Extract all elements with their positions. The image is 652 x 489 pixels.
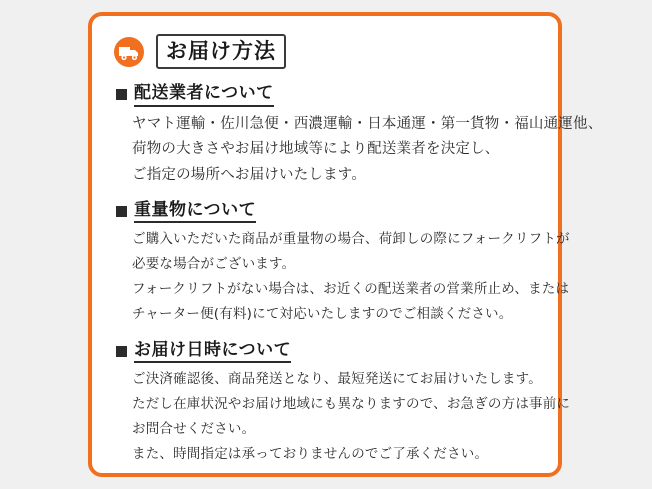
- bullet-square-icon: [116, 206, 127, 217]
- section-body: [132, 369, 571, 465]
- body-line: お問合せください。: [132, 420, 256, 437]
- section-heading-text: 配送業者について: [134, 83, 274, 106]
- delivery-truck-icon: [112, 37, 146, 67]
- section-heading-text: お届け日時について: [134, 340, 291, 363]
- card-title-row: [112, 34, 540, 69]
- body-line: ヤマト運輸・佐川急便・西濃運輸・日本通運・第一貨物・福山通運他、: [132, 115, 603, 132]
- section-heading-row: [116, 83, 540, 106]
- bullet-square-icon: [116, 89, 127, 100]
- body-line: 必要な場合がございます。: [132, 256, 296, 273]
- section-shipping-carrier: [110, 83, 603, 186]
- body-line: ただし在庫状況やお届け地域にも異なりますので、お急ぎの方は事前に: [132, 396, 571, 413]
- body-line: チャーター便(有料)にて対応いたしますのでご相談ください。: [132, 306, 513, 323]
- body-line: 荷物の大きさやお届け地域等により配送業者を決定し、: [132, 141, 500, 158]
- section-body: [132, 113, 603, 186]
- section-delivery-datetime: [110, 339, 571, 466]
- section-heading-text: 重量物について: [134, 200, 256, 223]
- page-title: お届け方法: [156, 34, 286, 69]
- delivery-info-card: [88, 12, 603, 477]
- body-line: ご指定の場所へお届けいたします。: [132, 166, 367, 183]
- body-line: ご購入いただいた商品が重量物の場合、荷卸しの際にフォークリフトが: [132, 231, 570, 248]
- body-line: フォークリフトがない場合は、お近くの配送業者の営業所止め、または: [132, 281, 570, 298]
- section-heading-row: [116, 340, 540, 363]
- section-heavy-items: [110, 200, 570, 326]
- body-line: また、時間指定は承っておりませんのでご了承ください。: [132, 445, 489, 462]
- section-body: [132, 229, 570, 325]
- body-line: ご決済確認後、商品発送となり、最短発送にてお届けいたします。: [132, 371, 542, 388]
- bullet-square-icon: [116, 346, 127, 357]
- section-heading-row: [116, 200, 540, 223]
